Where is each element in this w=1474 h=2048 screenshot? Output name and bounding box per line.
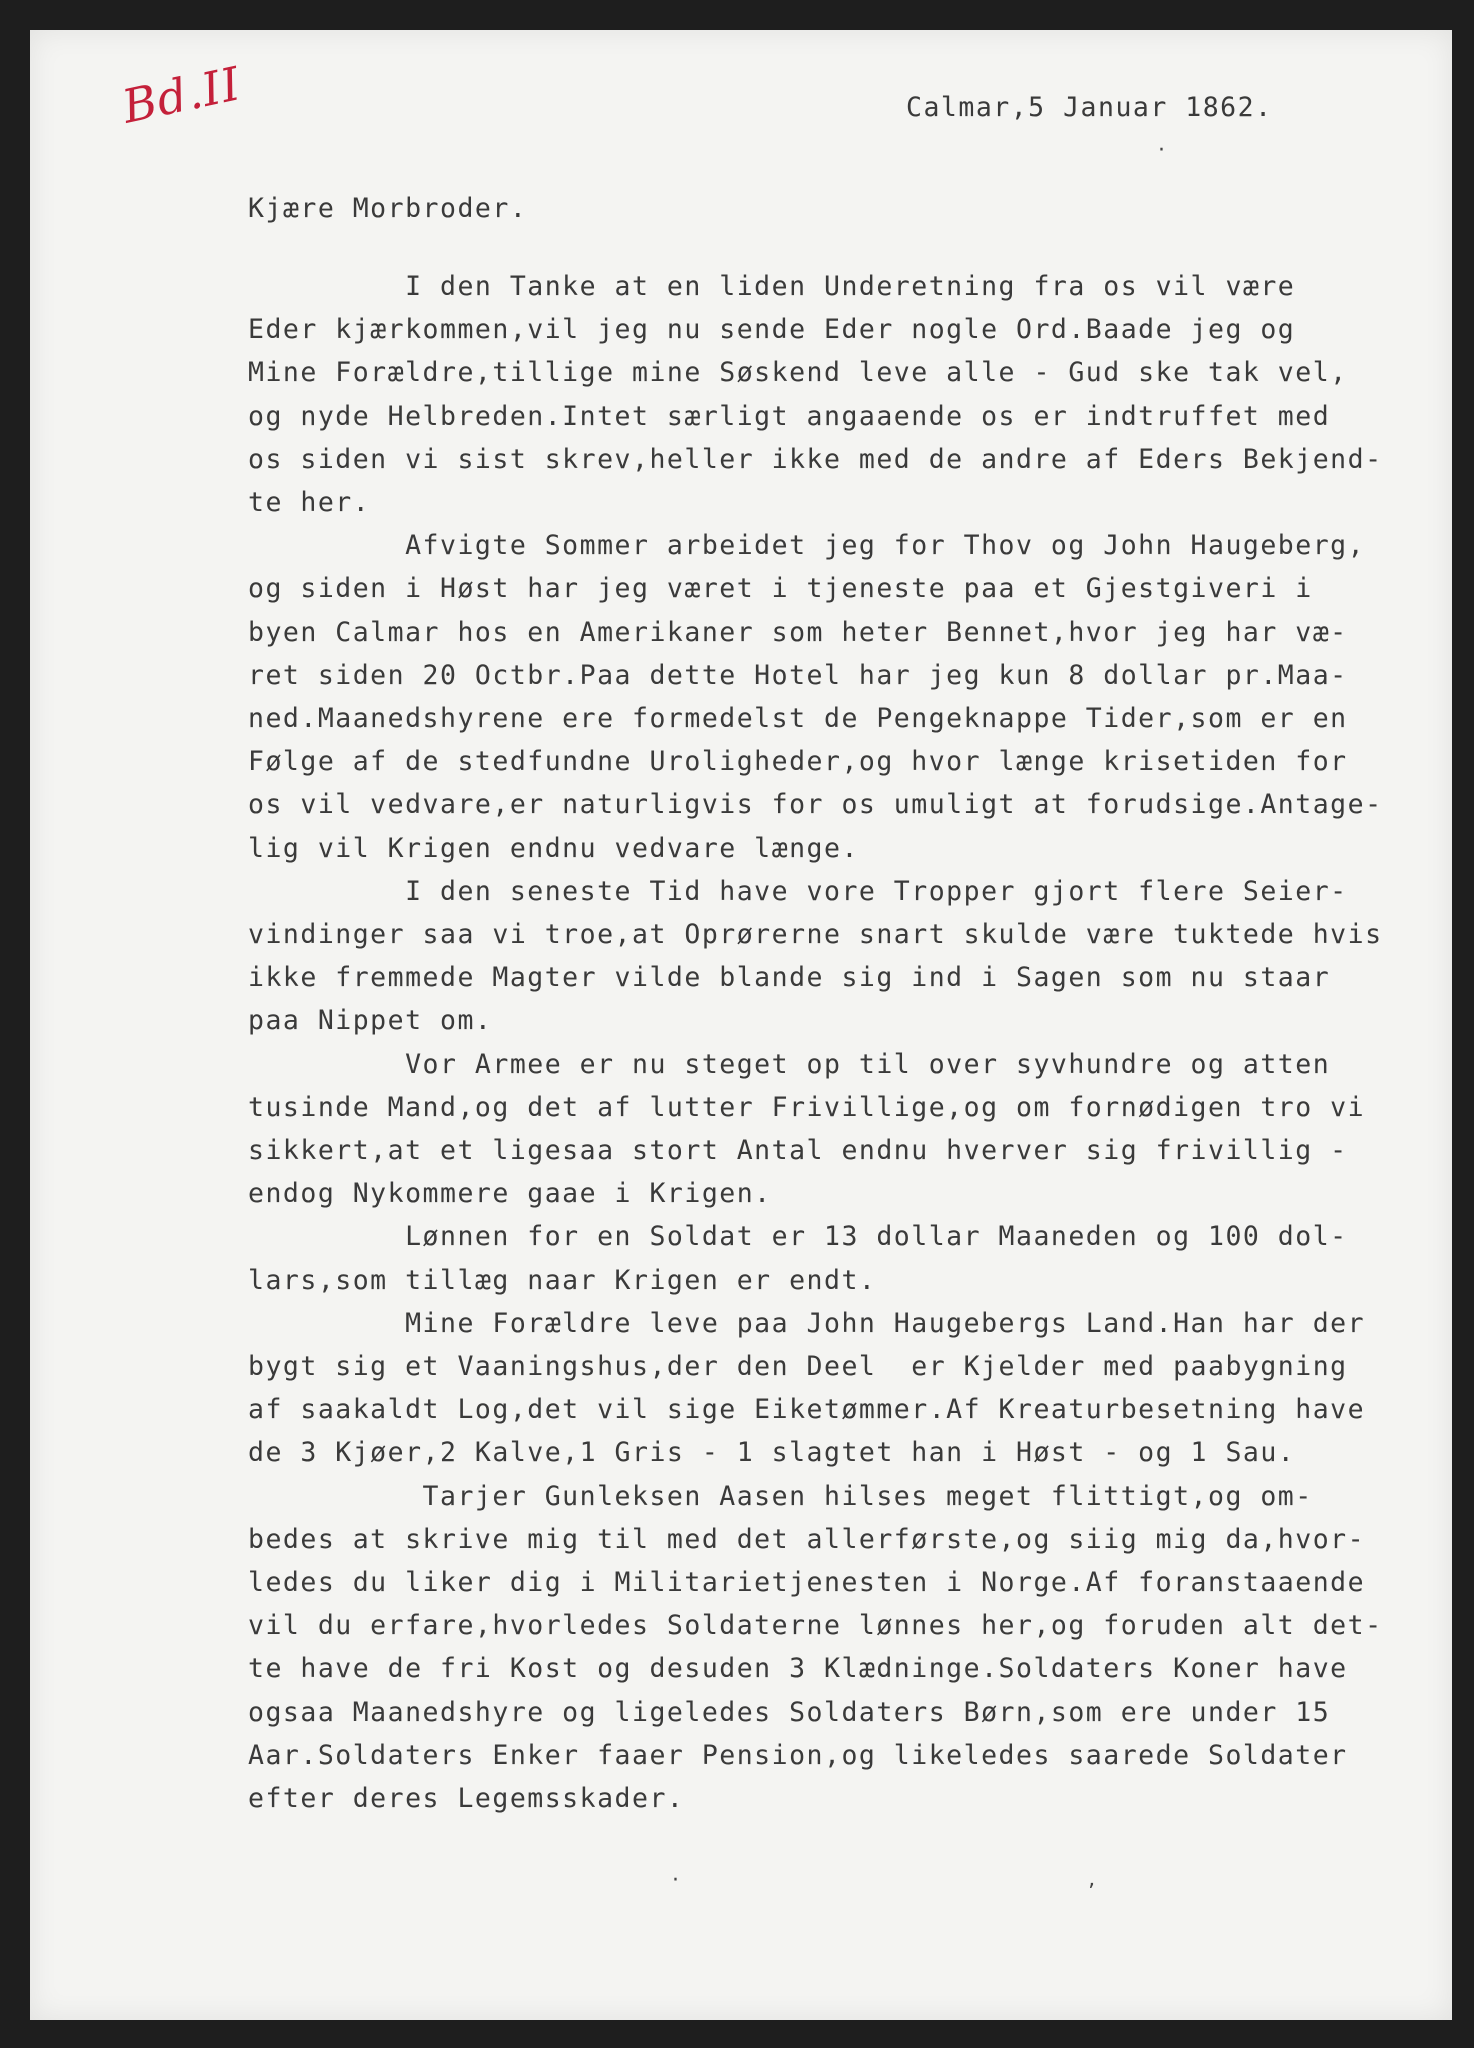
paper-speck: · (672, 1868, 679, 1893)
letter-line: af saakaldt Log,det vil sige Eiketømmer.Af Kreaturbesetning have (248, 1394, 1366, 1426)
archive-annotation: Bd.II (117, 56, 246, 134)
letter-line: te her. (248, 487, 371, 518)
letter-line: efter deres Legemsskader. (248, 1783, 685, 1814)
letter-line: og nyde Helbreden.Intet særligt angaaende os er indtruffet med (248, 400, 1331, 432)
letter-line: Mine Forældre leve paa John Haugebergs Land.Han har der (248, 1307, 1366, 1339)
letter-line: te have de fri Kost og desuden 3 Klædninge.Soldaters Koner have (248, 1653, 1348, 1685)
letter-line: bygt sig et Vaaningshus,der den Deel er Kjelder med paabygning (248, 1351, 1348, 1382)
letter-line: Lønnen for en Soldat er 13 dollar Maaneden og 100 dol- (248, 1221, 1348, 1253)
letter-line: tusinde Mand,og det af lutter Frivillige,og om fornødigen tro vi (248, 1091, 1366, 1123)
letter-line: Vor Armee er nu steget op til over syvhundre og atten (248, 1048, 1331, 1080)
letter-line: Afvigte Sommer arbeidet jeg for Thov og John Haugeberg, (248, 530, 1366, 562)
letter-line: Eder kjærkommen,vil jeg nu sende Eder nogle Ord.Baade jeg og (248, 314, 1296, 346)
letter-line: de 3 Kjøer,2 Kalve,1 Gris - 1 slagtet han i Høst - og 1 Sau. (248, 1437, 1296, 1469)
letter-line: Aar.Soldaters Enker faaer Pension,og likeledes saarede Soldater (248, 1739, 1348, 1771)
letter-line: ledes du liker dig i Militarietjenesten i Norge.Af foranstaaende (248, 1567, 1366, 1598)
letter-line: og siden i Høst har jeg været i tjeneste paa et Gjestgiveri i (248, 573, 1313, 605)
letter-line: endog Nykommere gaae i Krigen. (248, 1178, 772, 1210)
letter-line: sikkert,at et ligesaa stort Antal endnu hverver sig frivillig - (248, 1135, 1348, 1166)
letter-line: Tarjer Gunleksen Aasen hilses meget flittigt,og om- (248, 1480, 1313, 1512)
letter-line: os vil vedvare,er naturligvis for os umuligt at forudsige.Antage- (248, 789, 1383, 821)
letter-line: byen Calmar hos en Amerikaner som heter Bennet,hvor jeg har væ- (248, 616, 1348, 648)
paper-speck: ʼ (1088, 1880, 1095, 1905)
letter-line: I den seneste Tid have vore Tropper gjort flere Seier- (248, 875, 1348, 907)
letter-line: lig vil Krigen endnu vedvare længe. (248, 832, 859, 864)
letter-line: Følge af de stedfundne Uroligheder,og hvor længe krisetiden for (248, 746, 1348, 778)
letter-line: Mine Forældre,tillige mine Søskend leve alle - Gud ske tak vel, (248, 357, 1348, 389)
letter-line: I den Tanke at en liden Underetning fra os vil være (248, 271, 1296, 302)
letter-line: ret siden 20 Octbr.Paa dette Hotel har jeg kun 8 dollar pr.Maa- (248, 659, 1348, 691)
letter-salutation: Kjære Morbroder. (248, 193, 528, 224)
letter-line: bedes at skrive mig til med det allerførste,og siig mig da,hvor- (248, 1523, 1366, 1555)
letter-line: lars,som tillæg naar Krigen er endt. (248, 1264, 877, 1296)
letter-line: ikke fremmede Magter vilde blande sig ind i Sagen som nu staar (248, 962, 1331, 994)
letter-line: os siden vi sist skrev,heller ikke med de andre af Eders Bekjend- (248, 443, 1383, 475)
letter-dateline: Calmar,5 Januar 1862. (906, 92, 1273, 123)
paper-speck: · (1158, 138, 1165, 163)
letter-line: vil du erfare,hvorledes Soldaterne lønnes her,og foruden alt det- (248, 1610, 1383, 1642)
letter-line: ogsaa Maanedshyre og ligeledes Soldaters Børn,som ere under 15 (248, 1696, 1331, 1728)
letter-line: vindinger saa vi troe,at Oprørerne snart skulde være tuktede hvis (248, 919, 1383, 950)
letter-line: ned.Maanedshyrene ere formedelst de Pengeknappe Tider,som er en (248, 703, 1348, 734)
letter-line: paa Nippet om. (248, 1005, 493, 1037)
